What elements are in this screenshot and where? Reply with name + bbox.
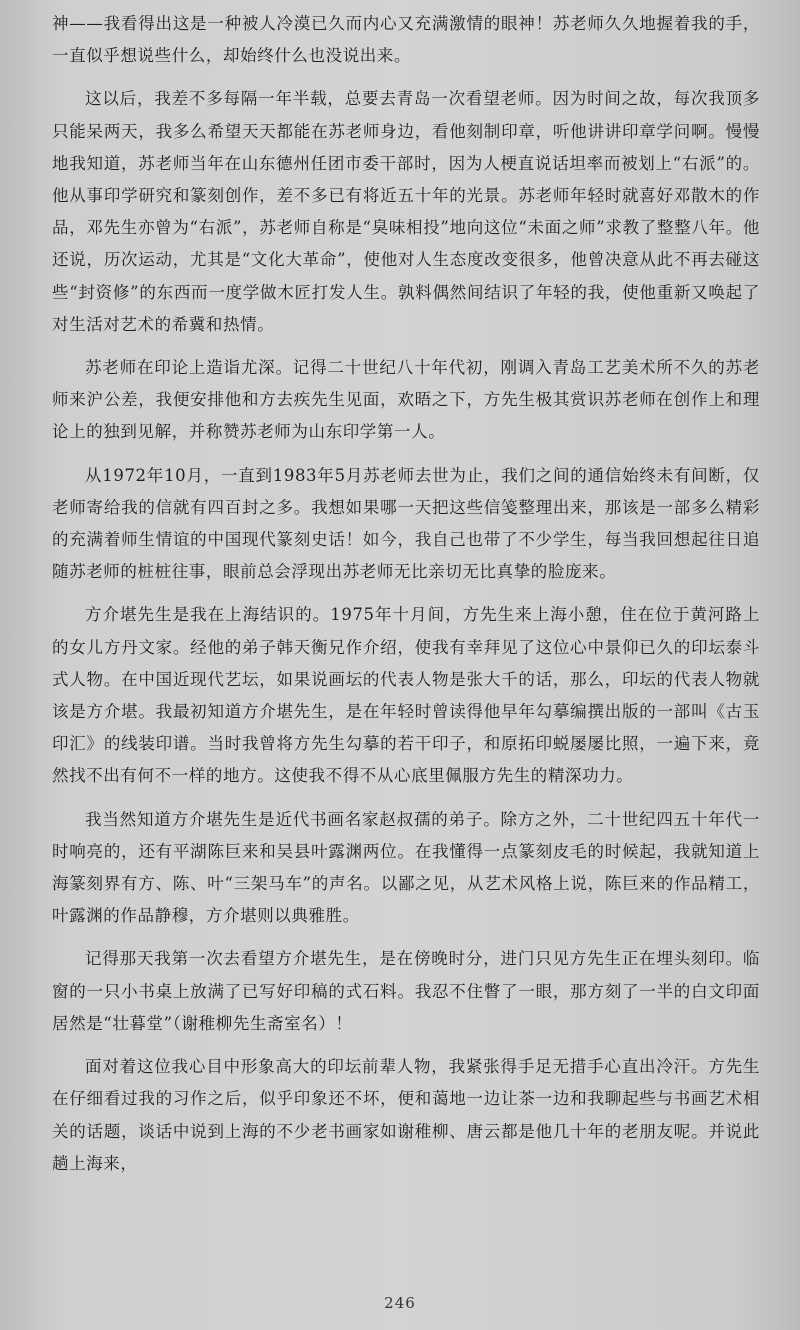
paragraph-6: 我当然知道方介堪先生是近代书画名家赵叔孺的弟子。除方之外，二十世纪四五十年代一时响亮的，还有平湖陈巨来和吴县叶露渊两位。在我懂得一点篆刻皮毛的时候起，我就知道上海篆刻界有方、陈、叶“三架马车”的声名。以鄙之见，从艺术风格上说，陈巨来的作品精工，叶露渊的作品静穆，方介堪则以典雅胜。 [52, 809, 760, 926]
paragraph-5: 方介堪先生是我在上海结识的。1975年十月间，方先生来上海小憩，住在位于黄河路上的女儿方丹文家。经他的弟子韩天衡兄作介绍，使我有幸拜见了这位心中景仰已久的印坛泰斗式人物。在中国近现代艺坛，如果说画坛的代表人物是张大千的话，那么，印坛的代表人物就该是方介堪。我最初知道方介堪先生，是在年轻时曾读得他早年勾摹编撰出版的一部叫《古玉印汇》的线装印谱。当时我曾将方先生勾摹的若干印子，和原拓印蜕屡屡比照，一遍下来，竟然找不出有何不一样的地方。这使我不得不从心底里佩服方先生的精深功力。 [52, 605, 760, 786]
body-text [52, 8, 760, 1180]
paragraph-1: 神——我看得出这是一种被人冷漠已久而内心又充满激情的眼神！苏老师久久地握着我的手，一直似乎想说些什么，却始终什么也没说出来。 [52, 14, 760, 66]
paragraph-2: 这以后，我差不多每隔一年半载，总要去青岛一次看望老师。因为时间之故，每次我顶多只能呆两天，我多么希望天天都能在苏老师身边，看他刻制印章，听他讲讲印章学问啊。慢慢地我知道，苏老师当年在山东德州任团市委干部时，因为人梗直说话坦率而被划上“右派”的。他从事印学研究和篆刻创作，差不多已有将近五十年的光景。苏老师年轻时就喜好邓散木的作品，邓先生亦曾为“右派”，苏老师自称是“臭味相投”地向这位“未面之师”求教了整整八年。他还说，历次运动，尤其是“文化大革命”，使他对人生态度改变很多，他曾决意从此不再去碰这些“封资修”的东西而一度学做木匠打发人生。孰料偶然间结识了年轻的我，使他重新又唤起了对生活对艺术的希冀和热情。 [52, 89, 760, 334]
paragraph-8: 面对着这位我心目中形象高大的印坛前辈人物，我紧张得手足无措手心直出冷汗。方先生在仔细看过我的习作之后，似乎印象还不坏，便和蔼地一边让茶一边和我聊起些与书画艺术相关的话题，谈话中说到上海的不少老书画家如谢稚柳、唐云都是他几十年的老朋友呢。并说此趟上海来， [52, 1057, 760, 1173]
paragraph-4: 从1972年10月，一直到1983年5月苏老师去世为止，我们之间的通信始终未有间断，仅老师寄给我的信就有四百封之多。我想如果哪一天把这些信笺整理出来，那该是一部多么精彩的充满着师生情谊的中国现代篆刻史话！如今，我自己也带了不少学生，每当我回想起往日追随苏老师的桩桩往事，眼前总会浮现出苏老师无比亲切无比真挚的脸庞来。 [52, 465, 760, 582]
page-number: 246 [384, 1294, 416, 1312]
paragraph-3: 苏老师在印论上造诣尤深。记得二十世纪八十年代初，刚调入青岛工艺美术所不久的苏老师来沪公差，我便安排他和方去疾先生见面，欢晤之下，方先生极其赏识苏老师在创作上和理论上的独到见解，并称赞苏老师为山东印学第一人。 [52, 358, 760, 442]
paragraph-7: 记得那天我第一次去看望方介堪先生，是在傍晚时分，进门只见方先生正在埋头刻印。临窗的一只小书桌上放满了已写好印稿的式石料。我忍不住瞥了一眼，那方刻了一半的白文印面居然是“壮暮堂”（谢稚柳先生斋室名）！ [52, 949, 760, 1033]
